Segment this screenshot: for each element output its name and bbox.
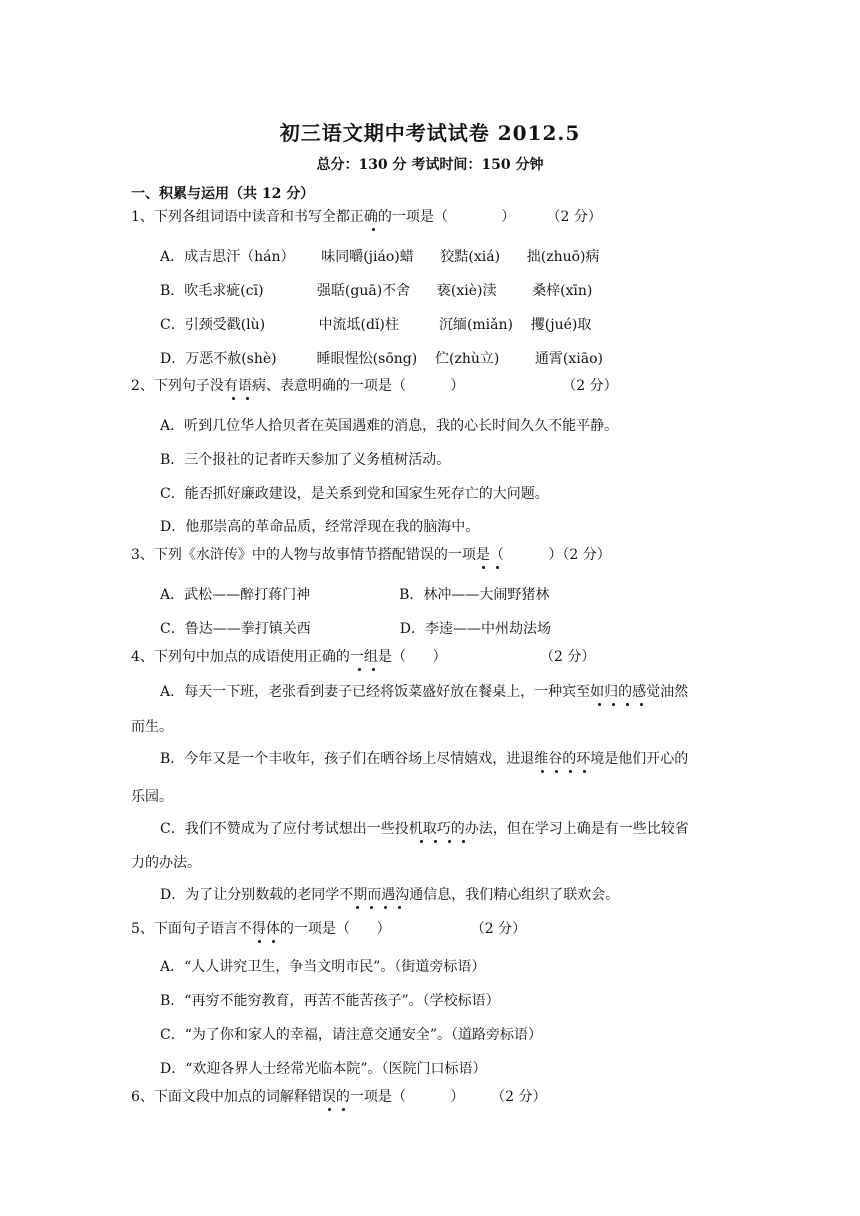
question-4-option-b-cont: 乐园。	[131, 789, 173, 805]
question-1-option-c: C．引颈受戳(lù) 中流坻(dǐ)柱 沉缅(miǎn) 攫(jué)取	[160, 317, 592, 333]
section-heading: 一、积累与运用（共 12 分）	[131, 186, 315, 202]
question-5-option-b: B．“再穷不能穷教育，再苦不能苦孩子”。（学校标语）	[160, 993, 500, 1009]
question-5-option-d: D．“欢迎各界人士经常光临本院”。（医院门口标语）	[160, 1061, 487, 1077]
question-3-stem: 3、下列《水浒传》中的人物与故事情节搭配错误的一项是（ ）（2 分）	[131, 547, 611, 563]
exam-title: 初三语文期中考试试卷 2012.5	[279, 121, 581, 145]
question-4-option-a-cont: 而生。	[131, 719, 173, 735]
question-4-option-d: D．为了让分别数载的老同学不期而遇沟通信息，我们精心组织了联欢会。	[160, 887, 620, 903]
question-5-stem: 5、下面句子语言不得体的一项是（ ） （2 分）	[131, 921, 527, 937]
question-3-options-row-1: A．武松——醉打蒋门神 B．林冲——大闹野猪林	[160, 587, 550, 603]
question-2-stem: 2、下列句子没有语病、表意明确的一项是（ ） （2 分）	[131, 378, 618, 394]
question-4-option-c-cont: 力的办法。	[131, 855, 201, 871]
question-4-option-a: A．每天一下班，老张看到妻子已经将饭菜盛好放在餐桌上，一种宾至如归的感觉油然	[160, 684, 689, 700]
exam-subtitle: 总分：130 分 考试时间：150 分钟	[316, 157, 544, 173]
question-1-option-a: A．成吉思汗（hán） 味同嚼(jiáo)蜡 狡黠(xiá) 拙(zhuō)病	[160, 249, 600, 265]
question-4-option-c: C．我们不赞成为了应付考试想出一些投机取巧的办法，但在学习上确是有一些比较省	[160, 821, 689, 837]
question-6-stem: 6、下面文段中加点的词解释错误的一项是（ ） （2 分）	[131, 1089, 547, 1105]
question-5-option-c: C．“为了你和家人的幸福，请注意交通安全”。（道路旁标语）	[160, 1027, 543, 1043]
question-1-option-d: D．万恶不赦(shè) 睡眼惺忪(sōng) 伫(zhù立) 通霄(xiāo)	[160, 351, 604, 367]
question-2-option-b: B．三个报社的记者昨天参加了义务植树活动。	[160, 452, 451, 468]
question-4-stem: 4、下列句中加点的成语使用正确的一组是（ ） （2 分）	[131, 649, 596, 665]
question-2-option-c: C．能否抓好廉政建设，是关系到党和国家生死存亡的大问题。	[160, 486, 549, 502]
question-5-option-a: A．“人人讲究卫生，争当文明市民”。（街道旁标语）	[160, 959, 486, 975]
question-4-option-b: B．今年又是一个丰收年，孩子们在晒谷场上尽情嬉戏，进退维谷的环境是他们开心的	[160, 751, 689, 767]
question-2-option-d: D．他那崇高的革命品质，经常浮现在我的脑海中。	[160, 519, 480, 535]
question-1-stem: 1、下列各组词语中读音和书写全都正确的一项是（ ） （2 分）	[131, 209, 602, 225]
question-1-option-b: B．吹毛求疵(cī) 强聒(guā)不舍 亵(xiè)渎 桑梓(xīn)	[160, 283, 593, 299]
question-2-option-a: A．听到几位华人拾贝者在英国遇难的消息，我的心长时间久久不能平静。	[160, 418, 619, 434]
question-3-options-row-2: C．鲁达——拳打镇关西 D．李逵——中州劫法场	[160, 621, 551, 637]
